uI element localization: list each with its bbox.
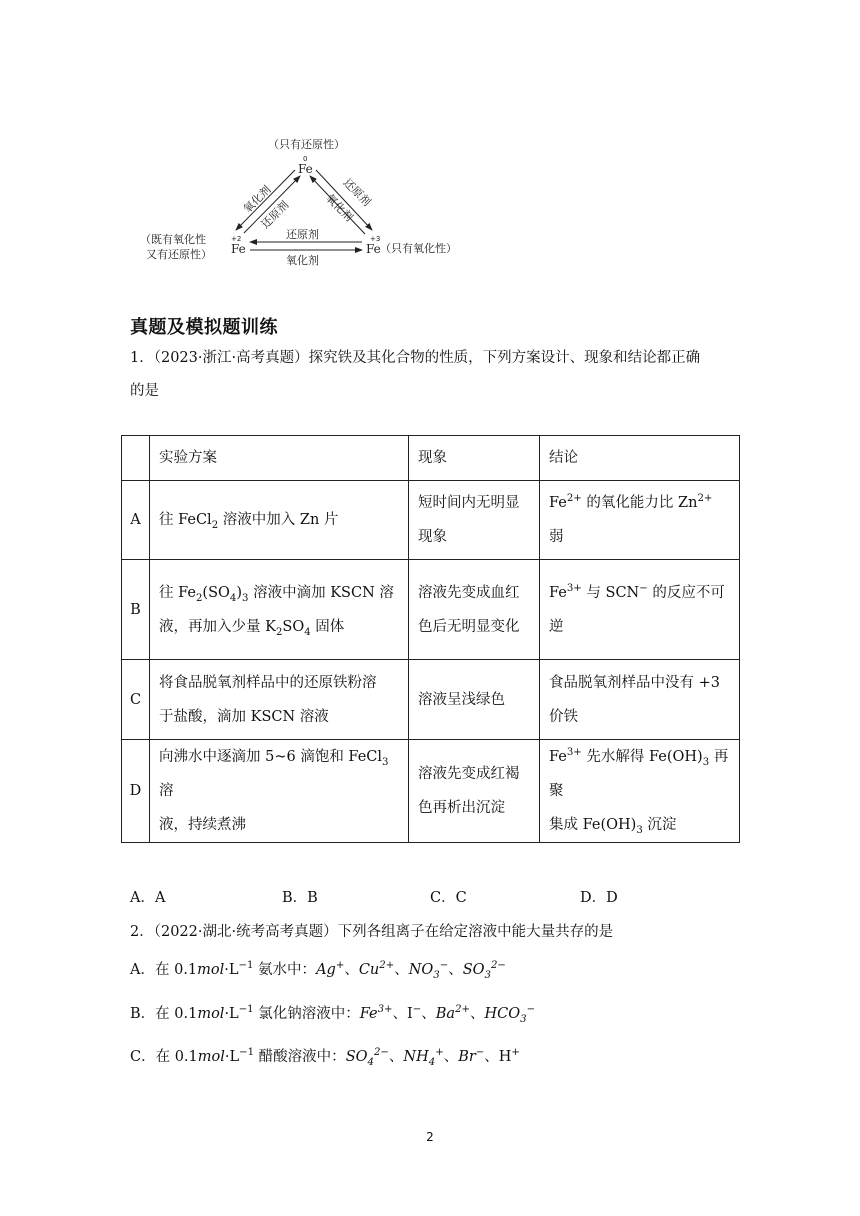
row-a-conc-post: 弱: [549, 529, 564, 545]
row-d-conc1-sup: 3+: [566, 747, 582, 759]
q2c-ion4: H: [498, 1049, 512, 1065]
q1-choice-d[interactable]: D．D: [580, 890, 618, 906]
q1-choice-b[interactable]: B．B: [282, 890, 318, 906]
q2-stem: 2．（2022·湖北·统考高考真题）下列各组离子在给定溶液中能大量共存的是: [130, 924, 614, 940]
q2c-ion1-sub: 4: [367, 1056, 374, 1068]
row-b-plan1-mid: (SO: [202, 584, 230, 601]
q2b-ion1: Fe: [359, 1006, 378, 1022]
row-a-plan: [150, 481, 409, 560]
header-label: [122, 436, 150, 481]
q2c-ion2-charge: +: [435, 1047, 444, 1059]
q2c-ion3-charge: −: [475, 1047, 485, 1059]
row-d-conc1-pre: Fe: [549, 749, 567, 765]
section-title: 真题及模拟题训练: [130, 317, 278, 338]
row-c-plan-line2: 于盐酸，滴加 KSCN 溶液: [159, 708, 329, 725]
row-b-plan1-sub1: 2: [195, 592, 203, 604]
q2b-solution: 氯化钠溶液中：: [253, 1006, 360, 1022]
row-b-phen-line2: 色后无明显变化: [418, 618, 520, 635]
table-row: [122, 740, 740, 843]
row-d-conclusion: [540, 740, 740, 843]
row-a-conc-sup2: 2+: [697, 493, 713, 505]
q2c-mid: ·L: [224, 1049, 240, 1065]
q2b-ion1-charge: 3+: [377, 1004, 393, 1016]
q2a-sep1: 、: [344, 962, 359, 978]
row-a-conc-pre: Fe: [549, 495, 567, 511]
q2c-ion1: SO: [345, 1049, 368, 1065]
q2a-ion1: Ag: [316, 962, 336, 978]
table-row: [122, 560, 740, 660]
q2a-ion3-charge: −: [439, 960, 449, 972]
row-b-conc-post: 的反应不可逆: [549, 584, 725, 635]
fe0-oxidation-state: 0: [303, 155, 308, 163]
arrow-left-inner-label: 还原剂: [258, 198, 292, 231]
fe3-label: Fe: [366, 242, 381, 256]
q2b-ion2-charge: −: [412, 1004, 422, 1016]
q2a-ion1-charge: +: [335, 960, 345, 972]
header-conclusion: 结论: [540, 436, 740, 481]
row-c-plan: [150, 660, 409, 740]
header-plan: 实验方案: [150, 436, 409, 481]
q2c-ion4-charge: +: [511, 1047, 520, 1059]
row-a-conc-sup1: 2+: [566, 493, 582, 505]
q2a-mid: ·L: [224, 962, 239, 978]
q2b-ion2: I: [407, 1006, 413, 1022]
row-a-label: A: [122, 481, 150, 560]
page-number: 2: [426, 1130, 434, 1144]
row-d-phen-line2: 色再析出沉淀: [418, 800, 505, 816]
row-b-plan2-pre: 液，再加入少量 K: [159, 618, 276, 635]
q2c-ion1-charge: 2−: [373, 1047, 389, 1059]
header-phenomenon: 现象: [409, 436, 540, 481]
row-d-conc1-sub: 3: [702, 756, 710, 768]
q2a-sep3: 、: [448, 962, 463, 978]
q2b-ion4-sub: 3: [520, 1013, 527, 1025]
q2a-ion3: NO: [408, 962, 434, 978]
q2a-ion2-charge: 2+: [379, 960, 395, 972]
q1-choice-a[interactable]: A．A: [130, 890, 166, 906]
row-a-conc-mid: 的氧化能力比 Zn: [581, 495, 698, 511]
row-b-conc-sup1: 3+: [566, 582, 582, 594]
q2b-ion3-charge: 2+: [455, 1004, 471, 1016]
fe2-label: Fe: [231, 242, 246, 256]
q2b-ion4-charge: −: [526, 1004, 536, 1016]
q2b-sep2: 、: [421, 1006, 436, 1022]
experiment-table: [121, 435, 740, 843]
q2b-pre: B．在 0.1: [130, 1006, 198, 1022]
q2a-solution: 氨水中：: [253, 962, 317, 978]
row-a-plan-pre: 往 FeCl: [159, 512, 212, 528]
row-b-plan2-post: 固体: [310, 618, 345, 635]
q2c-sep1: 、: [388, 1049, 404, 1065]
q2c-solution: 醋酸溶液中：: [254, 1049, 346, 1065]
row-d-conc1-mid: 先水解得 Fe(OH): [581, 749, 703, 765]
row-b-plan-line1: [159, 576, 399, 610]
arrow-bottom-bottom-label: 氧化剂: [286, 254, 319, 267]
row-c-conc-line1: 食品脱氧剂样品中没有 +3: [549, 674, 720, 691]
table-header-row: [122, 436, 740, 481]
q2b-mid: ·L: [224, 1006, 239, 1022]
q2c-pre: C．在 0.1: [130, 1049, 198, 1065]
q1-stem-line1: 1．（2023·浙江·高考真题）探究铁及其化合物的性质，下列方案设计、现象和结论都正确: [130, 350, 701, 366]
q2a-ion3-sub: 3: [433, 969, 440, 981]
q2c-ion2-sub: 4: [428, 1056, 436, 1068]
row-a-plan-post: 溶液中加入 Zn 片: [218, 512, 339, 528]
row-d-plan: [150, 740, 409, 843]
row-d-conc2-post: 沉淀: [642, 817, 677, 833]
q2a-unit: mol: [197, 962, 225, 978]
q2-option-b[interactable]: [130, 1002, 535, 1023]
q2c-sep3: 、: [484, 1049, 499, 1065]
q2a-ion2: Cu: [358, 962, 380, 978]
row-c-conclusion: [540, 660, 740, 740]
top-note: （只有还原性）: [268, 138, 345, 151]
row-d-phen-line1: 溶液先变成红褐: [418, 766, 520, 782]
row-c-plan-line1: 将食品脱氧剂样品中的还原铁粉溶: [159, 674, 377, 691]
q2a-ion4-sub: 3: [484, 969, 491, 981]
row-b-plan2-sub2: 4: [304, 626, 311, 638]
q1-stem-line2: 的是: [130, 383, 159, 399]
row-b-plan1-sub3: 3: [242, 592, 249, 604]
row-a-phen-line2: 现象: [418, 529, 447, 545]
q2a-pre: A．在 0.1: [130, 962, 198, 978]
q2b-sep3: 、: [470, 1006, 485, 1022]
row-b-conc-mid: 与 SCN: [581, 584, 640, 601]
row-d-conc-line2: [549, 808, 730, 842]
row-a-plan-sub: 2: [211, 519, 219, 531]
fe3-oxidation-state: +3: [370, 235, 381, 243]
q2b-ion3: Ba: [435, 1006, 456, 1022]
row-c-conc-line2: 价铁: [549, 708, 578, 725]
row-d-label: D: [122, 740, 150, 843]
row-a-conclusion: [540, 481, 740, 560]
row-b-plan1-post: 溶液中滴加 KSCN 溶: [248, 584, 394, 601]
row-c-phenomenon: 溶液呈浅绿色: [409, 660, 540, 740]
arrow-bottom-top-label: 还原剂: [286, 228, 319, 241]
row-d-plan-line1: [159, 740, 399, 808]
row-d-plan1-sub: 3: [382, 756, 389, 768]
q1-choices: [130, 886, 750, 906]
row-b-plan2-mid: SO: [282, 618, 305, 635]
row-b-plan1-close: ): [236, 584, 243, 601]
q2c-exp: −1: [239, 1047, 255, 1059]
row-b-plan1-sub2: 4: [229, 592, 237, 604]
row-b-conc-pre: Fe: [549, 584, 567, 601]
q2a-ion4: SO: [462, 962, 485, 978]
row-d-conc2-pre: 集成 Fe(OH): [549, 817, 637, 833]
q2-option-c[interactable]: [130, 1045, 520, 1066]
row-d-plan1-pre: 向沸水中逐滴加 5~6 滴饱和 FeCl: [159, 749, 383, 765]
fe0-label: Fe: [298, 162, 313, 176]
q2b-exp: −1: [238, 1004, 254, 1016]
row-b-phenomenon: [409, 560, 540, 660]
q2a-ion4-charge: 2−: [490, 960, 506, 972]
q2a-sep2: 、: [394, 962, 409, 978]
row-b-label: B: [122, 560, 150, 660]
row-b-phen-line1: 溶液先变成血红: [418, 584, 520, 601]
q2c-ion3: Br: [458, 1049, 476, 1065]
q2b-unit: mol: [197, 1006, 225, 1022]
row-b-plan1-pre: 往 Fe: [159, 584, 196, 601]
row-b-conclusion: [540, 560, 740, 660]
row-c-label: C: [122, 660, 150, 740]
arrow-left-outer-label: 氧化剂: [241, 183, 274, 216]
row-b-conc-sup2: −: [639, 582, 648, 594]
row-d-conc1-post: 再聚: [549, 749, 729, 799]
iron-triangle-svg: [140, 130, 480, 270]
row-d-conc2-sub: 3: [636, 824, 643, 836]
row-d-plan-line2: 液，持续煮沸: [159, 817, 246, 833]
q2c-unit: mol: [197, 1049, 225, 1065]
q1-choice-c[interactable]: C．C: [430, 890, 467, 906]
q2b-sep1: 、: [392, 1006, 408, 1022]
arrow-right-inner-label: 氧化剂: [323, 191, 356, 225]
q2b-ion4: HCO: [484, 1006, 521, 1022]
q2c-sep2: 、: [443, 1049, 459, 1065]
row-d-phenomenon: [409, 740, 540, 843]
left-note-line2: 又有还原性）: [146, 248, 212, 261]
left-note-line1: （既有氧化性: [140, 233, 206, 246]
row-b-plan-line2: [159, 610, 399, 644]
arrow-right-outer-label: 还原剂: [340, 176, 374, 209]
table-row: [122, 481, 740, 560]
row-b-plan: [150, 560, 409, 660]
q2-option-a[interactable]: [130, 958, 506, 979]
row-b-plan2-sub1: 2: [275, 626, 283, 638]
row-d-conc-line1: [549, 740, 730, 808]
row-a-phenomenon: [409, 481, 540, 560]
fe2-oxidation-state: +2: [231, 235, 242, 243]
row-d-plan1-post: 溶: [159, 783, 174, 799]
q2c-ion2: NH: [403, 1049, 429, 1065]
right-note: （只有氧化性）: [380, 242, 457, 255]
q2a-exp: −1: [238, 960, 254, 972]
iron-triangle-diagram: [140, 130, 480, 270]
row-a-phen-line1: 短时间内无明显: [418, 495, 520, 511]
table-row: [122, 660, 740, 740]
